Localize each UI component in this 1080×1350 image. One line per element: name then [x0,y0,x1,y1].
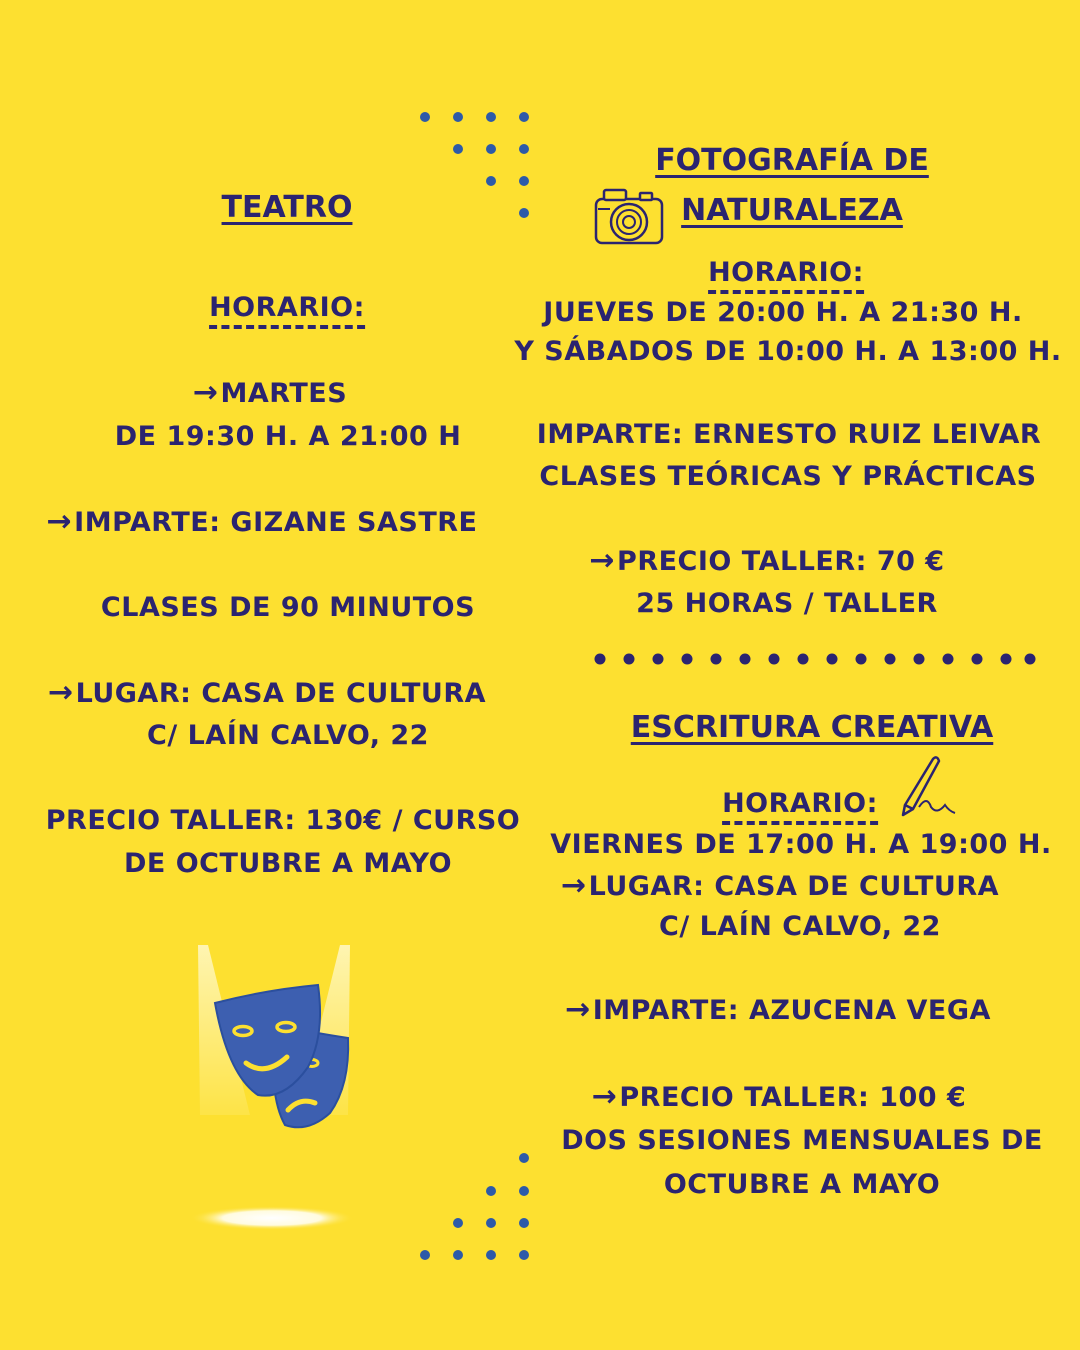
fotografia-imparte: IMPARTE: ERNESTO RUIZ LEIVAR [536,419,1042,450]
escritura-precio [592,1081,966,1114]
fotografia-horario-line2: Y SÁBADOS DE 10:00 H. A 13:00 H. [514,336,1062,367]
dotted-divider [590,648,1040,670]
fotografia-horario-label-text: HORARIO: [708,257,864,294]
teatro-day [193,377,347,410]
arrow-icon: → [565,992,591,1027]
escritura-sesiones: DOS SESIONES MENSUALES DE [561,1125,1043,1156]
fotografia-title-line1: FOTOGRAFÍA DE [655,143,929,178]
theater-masks-icon [180,935,370,1235]
arrow-icon: → [47,675,74,710]
escritura-horario-label-text: HORARIO: [722,788,878,825]
teatro-imparte [47,506,478,539]
escritura-precio-text: PRECIO TALLER: 100 € [619,1082,967,1113]
arrow-icon: → [589,543,616,578]
dot-grid-bottom [410,1145,540,1270]
escritura-imparte-text: IMPARTE: AZUCENA VEGA [592,995,991,1026]
fotografia-precio-text: PRECIO TALLER: 70 € [617,546,945,577]
escritura-lugar [561,870,999,903]
escritura-title: ESCRITURA CREATIVA [630,710,994,745]
arrow-icon: → [46,504,73,539]
teatro-day-text: MARTES [220,378,348,409]
escritura-periodo: OCTUBRE A MAYO [663,1169,941,1200]
fotografia-horas: 25 HORAS / TALLER [636,588,938,619]
fotografia-clases: CLASES TEÓRICAS Y PRÁCTICAS [539,461,1037,492]
teatro-address: C/ LAÍN CALVO, 22 [147,720,429,751]
teatro-lugar-text: LUGAR: CASA DE CULTURA [75,678,487,709]
escritura-horario: VIERNES DE 17:00 H. A 19:00 H. [550,829,1052,860]
teatro-title: TEATRO [221,190,353,225]
pen-icon [895,755,960,820]
teatro-imparte-text: IMPARTE: GIZANE SASTRE [74,507,478,538]
fotografia-precio [589,545,944,578]
dot-grid-top [410,105,540,225]
teatro-clases: CLASES DE 90 MINUTOS [100,592,476,623]
teatro-periodo: DE OCTUBRE A MAYO [123,848,453,879]
arrow-icon: → [591,1079,618,1114]
teatro-horario-label [209,292,365,324]
escritura-horario-label [722,788,878,820]
teatro-precio: PRECIO TALLER: 130€ / CURSO [45,805,521,836]
arrow-icon: → [192,375,219,410]
fotografia-horario-label [708,257,864,289]
camera-icon [590,185,670,250]
fotografia-title-line2: NATURALEZA [681,193,903,228]
arrow-icon: → [560,868,587,903]
escritura-imparte [565,994,991,1027]
fotografia-horario-line1: JUEVES DE 20:00 H. A 21:30 H. [543,297,1023,328]
escritura-lugar-text: LUGAR: CASA DE CULTURA [588,871,1000,902]
teatro-lugar [48,677,486,710]
teatro-time: DE 19:30 H. A 21:00 H [114,421,462,452]
escritura-address: C/ LAÍN CALVO, 22 [659,911,941,942]
teatro-horario-label-text: HORARIO: [209,292,365,329]
